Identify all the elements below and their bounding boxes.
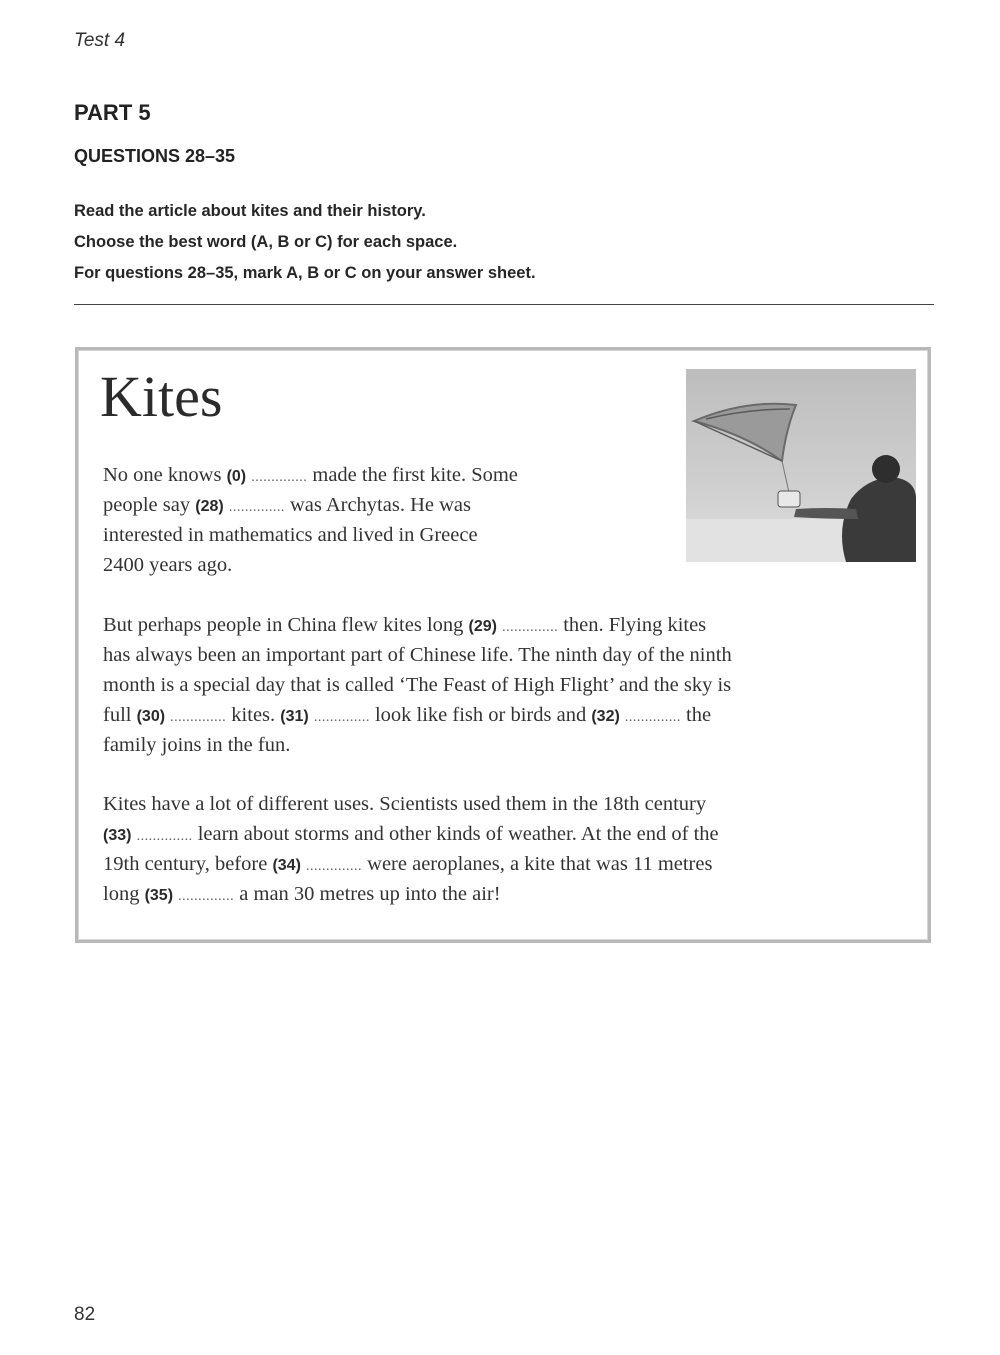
instructions [74,196,934,289]
text-line: month is a special day that is called ‘The Feast of High Flight’ and the sky is [103,674,732,696]
divider-rule [74,304,934,305]
answer-gap: .............. [251,470,308,485]
text-line: people say (28) .............. was Archytas. He was [103,494,471,516]
text-line: long (35) .............. a man 30 metres up into the air! [103,883,501,905]
gap-number: (30) [136,708,166,725]
text-line: But perhaps people in China flew kites long (29) .............. then. Flying kites [103,614,707,636]
article-paragraph-1 [103,460,518,580]
answer-gap: .............. [178,889,235,904]
instruction-line: For questions 28–35, mark A, B or C on your answer sheet. [74,264,536,282]
instruction-line: Choose the best word (A, B or C) for each space. [74,233,458,251]
gap-number: (35) [144,887,174,904]
kite-photo [686,369,916,562]
text-line: 2400 years ago. [103,554,233,576]
gap-number: (33) [103,827,132,844]
answer-gap: .............. [170,710,227,725]
gap-number: (28) [195,498,224,515]
answer-gap: .............. [306,859,363,874]
kite-illustration [686,369,916,562]
gap-number: (34) [272,857,301,874]
text-line: (33) .............. learn about storms and other kinds of weather. At the end of the [103,823,719,845]
article-paragraph-2 [103,610,732,760]
text-line: Kites have a lot of different uses. Scientists used them in the 18th century [103,793,707,815]
article-title: Kites [100,364,223,429]
gap-number: (32) [591,708,620,725]
answer-gap: .............. [136,829,193,844]
page-number: 82 [74,1304,96,1325]
answer-gap: .............. [228,500,285,515]
text-line: No one knows (0) .............. made the first kite. Some [103,464,518,486]
text-line: family joins in the fun. [103,734,291,756]
gap-number: (0) [226,468,247,485]
text-line: full (30) .............. kites. (31) .............. look like fish or birds and (32) .............. the [103,704,712,726]
article-paragraph-3 [103,789,719,909]
text-line: interested in mathematics and lived in Greece [103,524,478,546]
questions-range-title: QUESTIONS 28–35 [74,146,236,166]
text-line: has always been an important part of Chinese life. The ninth day of the ninth [103,644,732,666]
answer-gap: .............. [502,620,559,635]
instruction-line: Read the article about kites and their history. [74,202,426,220]
gap-number: (29) [468,618,497,635]
part-title: PART 5 [74,100,151,125]
gap-number: (31) [280,708,309,725]
running-header: Test 4 [74,30,126,51]
text-line: 19th century, before (34) .............. were aeroplanes, a kite that was 11 metres [103,853,713,875]
answer-gap: .............. [624,710,681,725]
answer-gap: .............. [313,710,370,725]
